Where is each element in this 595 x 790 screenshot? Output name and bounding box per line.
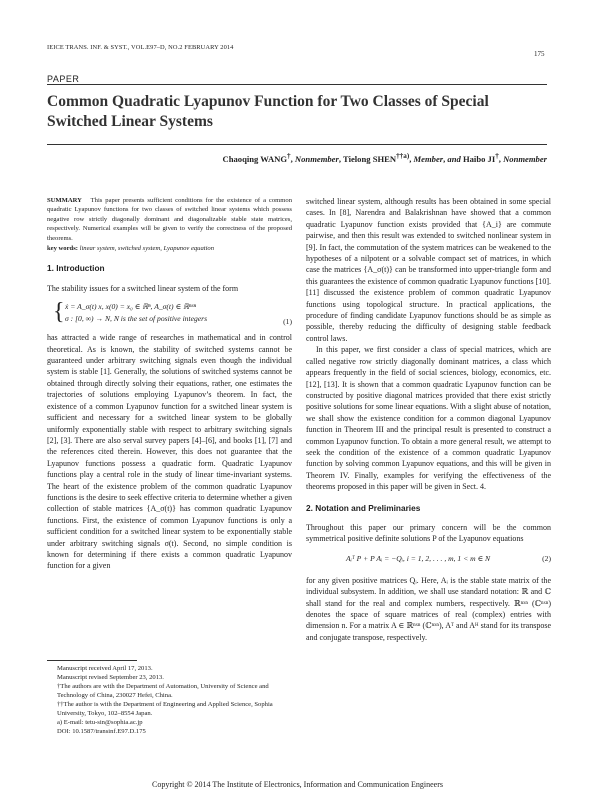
title-rule [47, 144, 547, 145]
footnote: ††The author is with the Department of Engineering and Applied Science, Sophia University, Tokyo, 102–8554 Japan. [57, 701, 273, 717]
brace: { [53, 299, 65, 326]
footnote: Manuscript revised September 23, 2013. [57, 674, 164, 681]
author-1-role: Nonmember [294, 153, 339, 164]
paper-tag: PAPER [47, 74, 80, 84]
author-line: Chaoqing WANG†, Nonmember, Tielong SHEN$^{\dagger\dagger a)}$, Member, and Haibo JI†, Nonmember [222, 152, 547, 164]
section-heading-intro: 1. Introduction [47, 263, 105, 274]
paragraph: for any given positive matrices Qᵢ. Here, Aᵢ is the stable state matrix of the individual subsystem. In addition, we shall use standard notation: ℝ and ℂ shall stand for the real and complex numbers, respectively. ℝⁿˣⁿ (ℂⁿˣⁿ) denotes the space of square matrices of real (complex) entries with dimension n. For a matrix A ∈ ℝⁿˣⁿ (ℂⁿˣⁿ), Aᵀ and Aᴴ stand for its transpose and conjugate transpose, respectively. [306, 575, 551, 642]
equation-number: (1) [283, 317, 292, 327]
footnote: DOI: 10.1587/transinf.E97.D.175 [57, 728, 146, 735]
paragraph: switched linear system, although results has been obtained in some special cases. In [8], Narendra and Balakrishnan have showed that a common quadratic Lyapunov function exists provided that {A_i} are commute pairwise, and then this result was extended to switched nonlinear system in [9]. In fact, the commutation of the system matrices can be weakened to the hypotheses of a nilpotent or a solvable compact set of matrices, in which case the matrices {A_σ(t)} can be transformed into upper-triangle form and this guarantees the existence of common quadratic Lyapunov functions [10]. [11] discussed the existence problem of common quadratic Lyapunov functions using topological structure. In practical applications, the procedure of finding candidate Lyapunov functions should be as simple as possible, thereby reducing the difficulty of designing stable feedback control laws. [306, 197, 551, 343]
paragraph: has attracted a wide range of researches in mathematical and in control theoretical. As is known, the stability of switched systems cannot be guaranteed under arbitrary switching signals even though the individual system is stable [1]. Generally, the solutions of switched systems cannot be obtained through directly solving their equations, rather, one estimates the trajectories of solutions employing Lyapunov’s theorem. In fact, the existence of a common Lyapunov function for a switched linear system is sufficient and necessary for a switched linear system to be globally uniformly exponentially stable with respect to arbitrary switching signals [2], [3]. There are also serval survey papers [4]–[6], and books [1], [7] and the references cited therein. However, this does not guarantee that the Lyapunov functions possess a quadratic form. Quadratic Lyapunov functions play a central role in the study of linear time-invariant systems. The heart of the existence problem of the common quadratic Lyapunov functions is the desire to seek effective criteria to determine whether a given collection of stable matrices {A_σ(t)} has common quadratic Lyapunov functions. First, the existence of common Lyapunov functions is only a sufficient condition for a switched linear system to be exponentially stable under arbitrary switching signals σ(t). Second, no simple condition is known for determining if there exists a common quadratic Lyapunov function for a given [47, 333, 292, 571]
section-heading-notation: 2. Notation and Preliminaries [306, 502, 421, 513]
author-2-role: Member [413, 153, 444, 164]
paragraph: The stability issues for a switched linear system of the form [47, 283, 239, 293]
right-column [306, 196, 551, 643]
author-3-role: Nonmember [503, 153, 547, 164]
equation-number: (2) [542, 553, 551, 563]
footnote-rule [47, 660, 137, 661]
paper-title: Common Quadratic Lyapunov Function for Two Classes of Special Switched Linear Systems [47, 93, 489, 130]
copyright: Copyright © 2014 The Institute of Electronics, Information and Communication Engineers [152, 780, 443, 789]
top-rule [47, 84, 547, 85]
page-number: 175 [534, 50, 545, 58]
footnote: Manuscript received April 17, 2013. [57, 665, 153, 672]
keywords: key words: linear system, switched system, Lyapunov equation [47, 245, 215, 253]
paragraph: In this paper, we first consider a class of special matrices, which are called negative row strictly diagonally dominant matrices, a class which appears frequently in the field of social sciences, biology, economics, etc. [12], [13]. It is shown that a common quadratic Lyapunov function can be constructed by positive diagonal matrices provided that there exist strictly positive solutions for some linear equations. With a slight abuse of notation, we shall show the existence condition for a common diagonal Lyapunov function in Theorem III and the principal result is presented to construct a common Lyapunov function. To obtain a more general result, we attempt to seek the condition of the existence of a common quadratic Lyapunov function by solving common Lyapunov equations, and this will be given in Theorem IV. Finally, examples for verifying the effectiveness of the theorems proposed in this paper will be given in Sect. 4. [306, 345, 551, 492]
footnote: †The authors are with the Department of Automation, University of Science and Technology of China, 230027 Hefei, China. [57, 683, 269, 699]
author-1: Chaoqing WANG [222, 153, 288, 164]
author-2: Tielong SHEN [343, 153, 397, 164]
equation-2: Aᵢᵀ P + P Aᵢ = −Qᵢ, i = 1, 2, . . . , m, 1 < m ∈ N (2) [346, 553, 551, 563]
author-3: Haibo JI [462, 153, 496, 164]
footnote: a) E-mail: tetu-sin@sophia.ac.jp [57, 719, 143, 726]
journal-header: IEICE TRANS. INF. & SYST., VOL.E97–D, NO.2 FEBRUARY 2014 [47, 44, 234, 51]
summary: SUMMARY This paper presents sufficient conditions for the existence of a common quadratic Lyapunov functions for two classes of switched linear systems which possess negative row strictly diagonally dominant and diagonalizable stable state matrices, respectively. Numerical examples will be given to verify the correctness of the proposed theorems. [47, 197, 293, 242]
paragraph: Throughout this paper our primary concern will be the common symmetrical positive definite solutions P of the Lyapunov equations [306, 522, 551, 544]
equation-1: { ẋ = A_σ(t) x, x(0) = x₀ ∈ ℝⁿ, A_σ(t) ∈ ℝⁿˣⁿ σ : [0, ∞) → N, N is the set of positive integers (1) [53, 299, 292, 327]
footnotes [47, 660, 292, 736]
left-column [47, 196, 292, 572]
